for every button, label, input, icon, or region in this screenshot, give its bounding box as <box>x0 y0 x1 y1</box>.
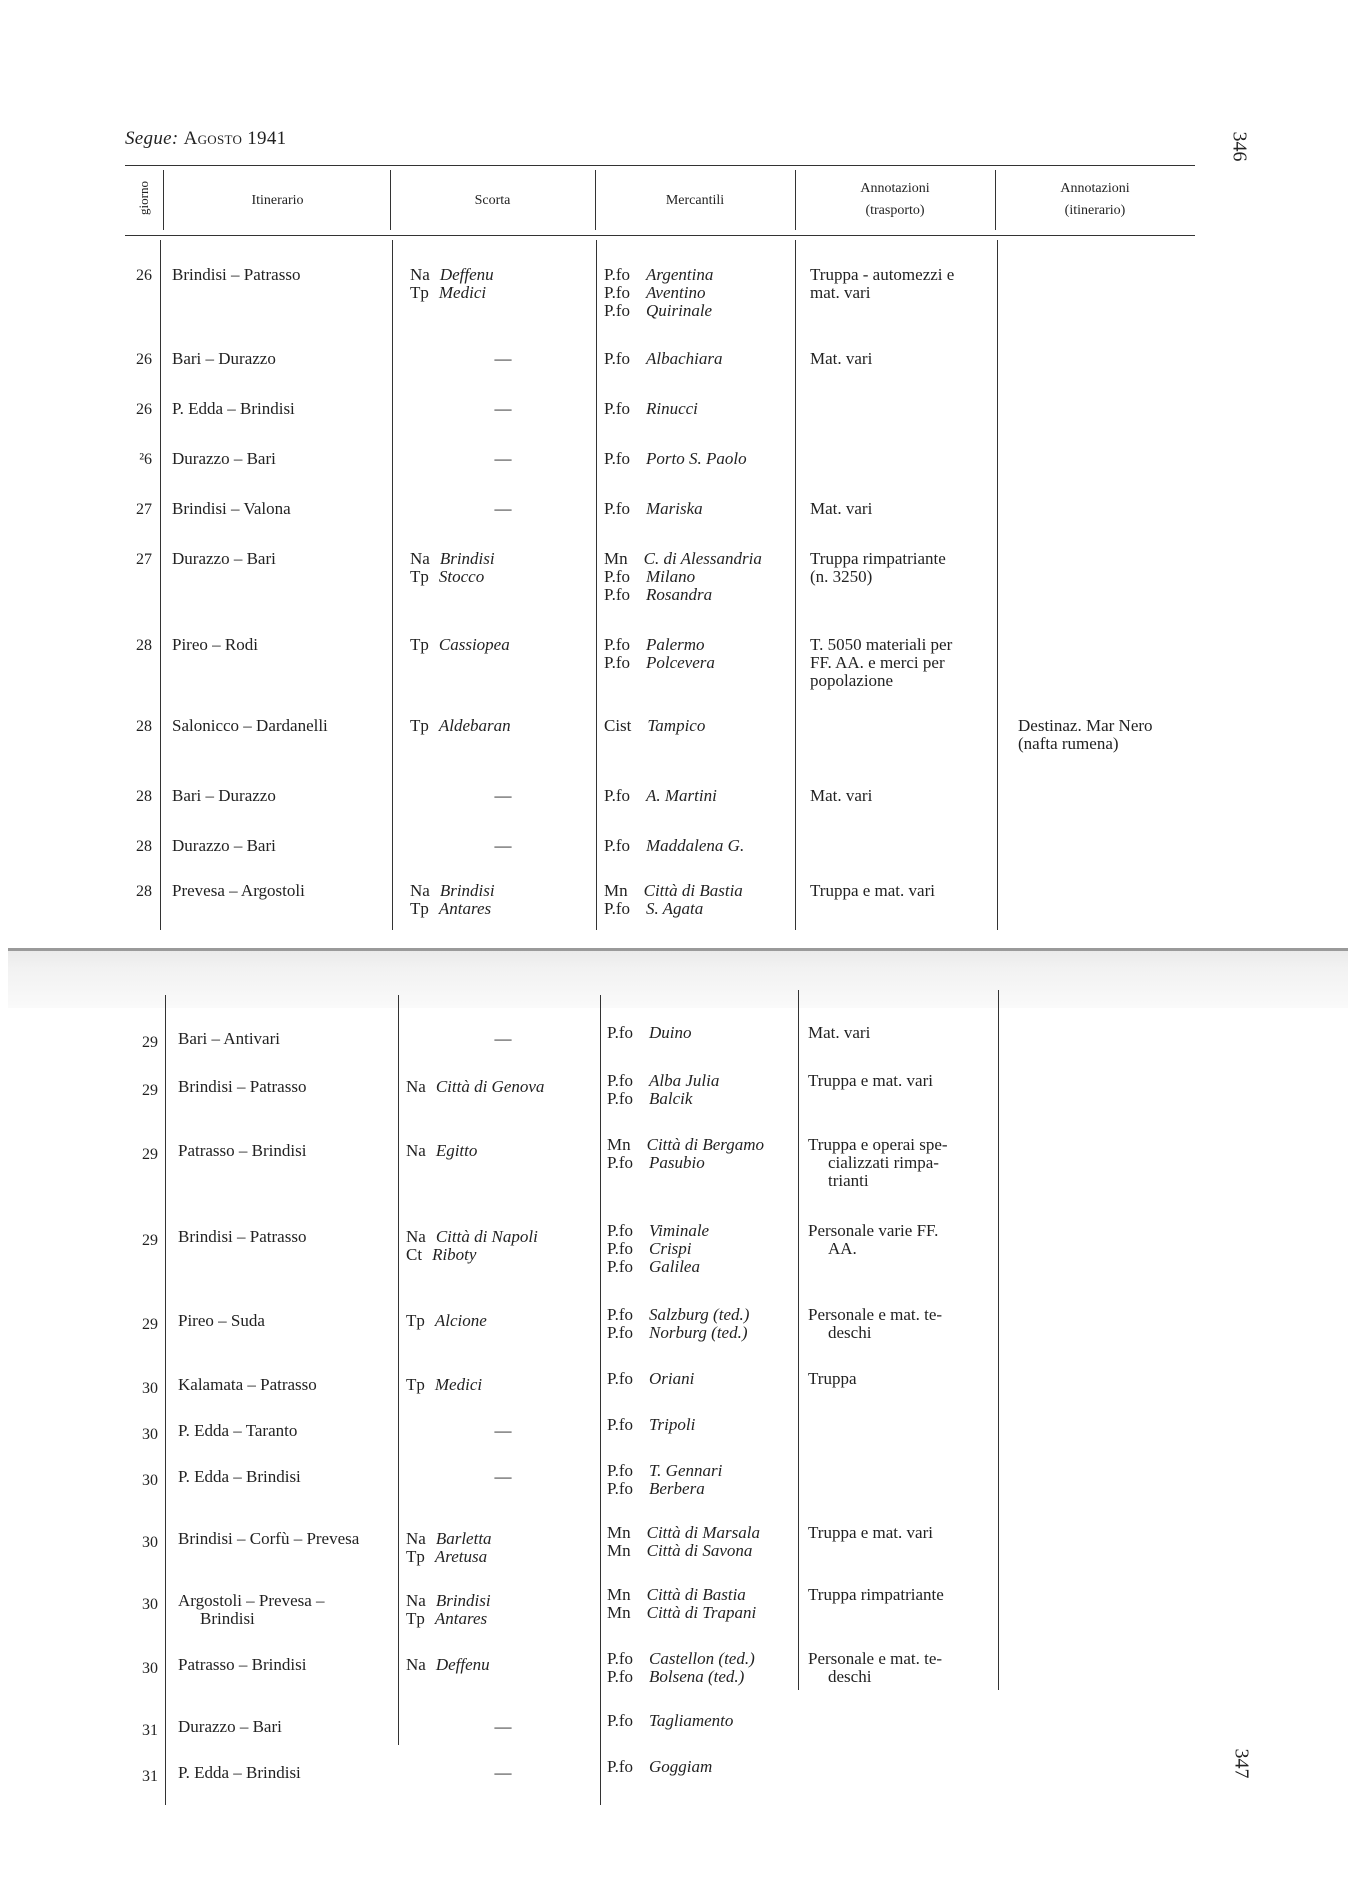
ship-line-type: P.fo <box>607 1649 633 1668</box>
escort-line <box>410 266 494 284</box>
table-row-day: 30 <box>142 1426 158 1443</box>
escort-line-type: Na <box>406 1529 426 1548</box>
ship-line <box>604 350 722 368</box>
escort-dash: — <box>494 786 512 805</box>
vrule <box>596 240 597 930</box>
ann-trasporto-line: Truppa rimpatriante <box>808 1585 944 1604</box>
ship-line <box>607 1306 749 1324</box>
ship-line <box>607 1650 755 1668</box>
ship-line <box>607 1416 695 1434</box>
ship-line-name: Rosandra <box>645 585 713 604</box>
escort-line-name: Barletta <box>435 1529 492 1548</box>
escort-line <box>406 1548 487 1566</box>
ship-line-name: C. di Alessandria <box>643 549 762 568</box>
vrule <box>600 995 601 1805</box>
table-top-rule <box>125 165 1195 166</box>
ship-line-type: P.fo <box>607 1089 633 1108</box>
ship-line <box>607 1712 733 1730</box>
escort-line-name: Cassiopea <box>438 635 510 654</box>
ship-line-type: Mn <box>607 1541 631 1560</box>
table-row-day: 30 <box>142 1380 158 1397</box>
table-row-route: Pireo – Suda <box>178 1311 265 1330</box>
page-number-bottom: 347 <box>1230 1748 1253 1779</box>
ship-line-name: Oriani <box>648 1369 695 1388</box>
table-row-day: 28 <box>136 718 152 735</box>
vrule <box>398 995 399 1745</box>
ann-trasporto-line: Truppa e operai spe- <box>808 1135 948 1154</box>
ann-trasporto-line: Truppa - automezzi e <box>810 265 955 284</box>
ship-line-name: Aventino <box>645 283 706 302</box>
vrule <box>163 170 164 230</box>
ship-line-type: P.fo <box>604 836 630 855</box>
ship-line-name: Polcevera <box>645 653 715 672</box>
col-header-ann-trasporto-line1: Annotazioni <box>860 181 930 196</box>
ship-line-type: P.fo <box>607 1757 633 1776</box>
ann-trasporto-line: Personale varie FF. <box>808 1221 939 1240</box>
table-row-route: P. Edda – Brindisi <box>172 399 295 418</box>
ship-line-type: P.fo <box>604 265 630 284</box>
ann-trasporto-line: mat. vari <box>810 283 871 302</box>
ship-line-type: P.fo <box>607 1711 633 1730</box>
ship-line-name: Mariska <box>645 499 703 518</box>
ship-line <box>607 1154 705 1172</box>
ship-line-type: P.fo <box>607 1305 633 1324</box>
ship-line <box>607 1090 692 1108</box>
ship-line-type: P.fo <box>607 1415 633 1434</box>
ship-line <box>604 400 698 418</box>
escort-line-type: Tp <box>410 716 429 735</box>
ship-line-type: P.fo <box>607 1239 633 1258</box>
table-row-route: Brindisi – Corfù – Prevesa <box>178 1529 360 1548</box>
ann-trasporto-line: Truppa rimpatriante <box>810 549 946 568</box>
escort-line <box>410 636 510 654</box>
vrule <box>160 240 161 930</box>
ship-line <box>607 1024 691 1042</box>
escort-dash: — <box>494 1467 512 1486</box>
escort-line-type: Na <box>410 549 430 568</box>
table-row-day: 27 <box>136 501 152 518</box>
col-header-ann-trasporto <box>795 178 995 222</box>
escort-line-name: Deffenu <box>435 1655 490 1674</box>
table-row-route: Bari – Durazzo <box>172 349 276 368</box>
ship-line-type: P.fo <box>604 899 630 918</box>
col-header-itinerario: Itinerario <box>251 193 304 208</box>
ship-line-name: Balcik <box>648 1089 693 1108</box>
table-row-route: Durazzo – Bari <box>172 549 276 568</box>
ship-line-name: Città di Bastia <box>643 881 743 900</box>
ship-line-type: P.fo <box>604 635 630 654</box>
ship-line <box>604 586 712 604</box>
ship-line <box>607 1324 748 1342</box>
table-row-route: Bari – Durazzo <box>172 786 276 805</box>
ship-line-name: A. Martini <box>645 786 717 805</box>
table-row-day: 30 <box>142 1534 158 1551</box>
ship-line <box>607 1240 692 1258</box>
escort-line-type: Tp <box>410 283 429 302</box>
table-row-day: 26 <box>136 401 152 418</box>
ship-line-type: P.fo <box>604 399 630 418</box>
table-row-day: 30 <box>142 1660 158 1677</box>
table-row-route: Prevesa – Argostoli <box>172 881 305 900</box>
table-row-day: 28 <box>136 883 152 900</box>
ann-trasporto-line: Personale e mat. te- <box>808 1649 943 1668</box>
escort-line-name: Alcione <box>434 1311 487 1330</box>
escort-line <box>406 1312 487 1330</box>
ship-line <box>604 717 705 735</box>
ship-line-type: P.fo <box>604 349 630 368</box>
escort-dash: — <box>494 499 512 518</box>
ann-trasporto-line: Mat. vari <box>808 1023 871 1042</box>
ship-line-name: Duino <box>648 1023 692 1042</box>
table-row-route: Patrasso – Brindisi <box>178 1141 307 1160</box>
ship-line-name: Città di Bastia <box>646 1585 746 1604</box>
table-row-day: ²6 <box>139 451 152 468</box>
table-row-route: Pireo – Rodi <box>172 635 258 654</box>
vrule <box>795 240 796 930</box>
ship-line-name: Porto S. Paolo <box>645 449 747 468</box>
ann-itinerario-line: (nafta rumena) <box>1018 734 1119 753</box>
ship-line-name: Albachiara <box>645 349 723 368</box>
escort-line <box>406 1078 544 1096</box>
table-row-day: 31 <box>142 1722 158 1739</box>
table-row-route: Patrasso – Brindisi <box>178 1655 307 1674</box>
table-row-day: 29 <box>142 1034 158 1051</box>
ann-itinerario-line: Destinaz. Mar Nero <box>1018 716 1153 735</box>
ship-line <box>604 302 712 320</box>
ship-line <box>607 1136 764 1154</box>
table-row-route: Brindisi – Patrasso <box>178 1227 307 1246</box>
ann-trasporto-line: Mat. vari <box>810 349 873 368</box>
ship-line-name: Norburg (ted.) <box>648 1323 748 1342</box>
ann-trasporto-line: Truppa <box>808 1369 857 1388</box>
table-row-route: Durazzo – Bari <box>178 1717 282 1736</box>
ship-line-type: P.fo <box>607 1257 633 1276</box>
ann-trasporto-line: T. 5050 materiali per <box>810 635 953 654</box>
ship-line-name: Bolsena (ted.) <box>648 1667 745 1686</box>
table-row-route: Kalamata – Patrasso <box>178 1375 317 1394</box>
table-row-day: 31 <box>142 1768 158 1785</box>
ship-line-type: Mn <box>604 549 628 568</box>
ship-line-type: P.fo <box>604 786 630 805</box>
ann-trasporto-line: trianti <box>828 1171 869 1190</box>
ship-line <box>607 1072 719 1090</box>
escort-line <box>410 717 511 735</box>
escort-line <box>406 1228 538 1246</box>
ship-line-name: Milano <box>645 567 696 586</box>
table-row-route: Durazzo – Bari <box>172 449 276 468</box>
table-header-rule <box>125 235 1195 236</box>
escort-line-type: Na <box>406 1077 426 1096</box>
ship-line-name: Crispi <box>648 1239 692 1258</box>
escort-line-name: Egitto <box>435 1141 478 1160</box>
ship-line <box>607 1480 705 1498</box>
col-header-ann-itinerario-line2: (itinerario) <box>1064 203 1126 218</box>
table-row-route: Brindisi – Patrasso <box>178 1077 307 1096</box>
ship-line-name: Città di Trapani <box>646 1603 757 1622</box>
table-row-day: 28 <box>136 838 152 855</box>
escort-line-type: Na <box>406 1227 426 1246</box>
table-row-route: Durazzo – Bari <box>172 836 276 855</box>
ship-line-name: Quirinale <box>645 301 713 320</box>
escort-line-type: Tp <box>406 1547 425 1566</box>
escort-line-type: Na <box>406 1591 426 1610</box>
vrule <box>997 240 998 930</box>
ship-line <box>607 1370 694 1388</box>
ship-line-type: P.fo <box>604 653 630 672</box>
ann-trasporto-line: Mat. vari <box>810 499 873 518</box>
table-row-day: 28 <box>136 637 152 654</box>
ship-line-type: P.fo <box>607 1153 633 1172</box>
ship-line-type: P.fo <box>604 283 630 302</box>
table-row-route: Bari – Antivari <box>178 1029 280 1048</box>
ship-line-type: Mn <box>604 881 628 900</box>
escort-line-name: Medici <box>438 283 487 302</box>
table-row-day: 26 <box>136 351 152 368</box>
escort-line <box>410 568 484 586</box>
ship-line-type: P.fo <box>604 449 630 468</box>
col-header-ann-trasporto-line2: (trasporto) <box>865 203 925 218</box>
ship-line <box>607 1604 756 1622</box>
ann-trasporto-line: AA. <box>828 1239 857 1258</box>
ship-line <box>604 568 695 586</box>
escort-dash: — <box>494 449 512 468</box>
ship-line-type: Mn <box>607 1135 631 1154</box>
ship-line-name: Viminale <box>648 1221 710 1240</box>
ship-line <box>607 1586 746 1604</box>
escort-line-name: Aretusa <box>434 1547 488 1566</box>
escort-line <box>406 1610 487 1628</box>
escort-line-name: Città di Napoli <box>435 1227 538 1246</box>
scan-separator-band <box>8 948 1348 1008</box>
ship-line-type: P.fo <box>604 567 630 586</box>
table-row-route: P. Edda – Brindisi <box>178 1763 301 1782</box>
ann-trasporto-line: popolazione <box>810 671 894 690</box>
table-row-day: 27 <box>136 551 152 568</box>
ship-line-type: P.fo <box>604 585 630 604</box>
ann-trasporto-line: Truppa e mat. vari <box>808 1071 933 1090</box>
col-header-ann-itinerario-line1: Annotazioni <box>1060 181 1130 196</box>
escort-line-name: Città di Genova <box>435 1077 545 1096</box>
table-row-route: Brindisi – Valona <box>172 499 291 518</box>
ann-trasporto-line: Truppa e mat. vari <box>808 1523 933 1542</box>
segue-month: Agosto 1941 <box>183 128 287 149</box>
ship-line <box>607 1462 722 1480</box>
escort-line-type: Na <box>410 265 430 284</box>
ship-line-type: P.fo <box>607 1461 633 1480</box>
ship-line-type: P.fo <box>607 1479 633 1498</box>
escort-line-type: Na <box>410 881 430 900</box>
ship-line-name: Palermo <box>645 635 705 654</box>
escort-line-name: Riboty <box>432 1245 477 1264</box>
escort-line-name: Antares <box>438 899 492 918</box>
escort-line-type: Na <box>406 1141 426 1160</box>
ann-trasporto-line: deschi <box>828 1667 872 1686</box>
vrule <box>995 170 996 230</box>
ship-line <box>607 1524 760 1542</box>
col-header-ann-itinerario <box>995 178 1195 222</box>
table-row-day: 29 <box>142 1316 158 1333</box>
escort-line <box>406 1142 477 1160</box>
table-row-day: 29 <box>142 1146 158 1163</box>
ship-line-name: Città di Savona <box>646 1541 753 1560</box>
ship-line <box>604 837 744 855</box>
vrule <box>165 995 166 1805</box>
ship-line-type: P.fo <box>607 1221 633 1240</box>
escort-line <box>406 1530 492 1548</box>
vrule <box>595 170 596 230</box>
escort-dash: — <box>494 1763 512 1782</box>
ship-line <box>604 450 747 468</box>
ship-line <box>604 900 703 918</box>
escort-line-type: Tp <box>410 899 429 918</box>
ship-line <box>607 1758 712 1776</box>
ship-line <box>604 284 705 302</box>
ship-line-name: Goggiam <box>648 1757 713 1776</box>
ship-line-name: Città di Bergamo <box>646 1135 765 1154</box>
escort-line <box>410 900 491 918</box>
running-header <box>125 128 286 150</box>
ship-line-name: Tampico <box>647 716 706 735</box>
vrule <box>390 170 391 230</box>
table-row-route: Brindisi – Patrasso <box>172 265 301 284</box>
escort-dash: — <box>494 399 512 418</box>
escort-line <box>406 1592 491 1610</box>
table-row-route: Salonicco – Dardanelli <box>172 716 328 735</box>
escort-line-name: Brindisi <box>435 1591 491 1610</box>
ship-line-name: Rinucci <box>645 399 698 418</box>
escort-line-type: Tp <box>406 1609 425 1628</box>
ship-line-name: S. Agata <box>645 899 704 918</box>
ship-line-name: Tripoli <box>648 1415 696 1434</box>
ship-line-type: Mn <box>607 1523 631 1542</box>
ship-line-type: P.fo <box>607 1071 633 1090</box>
vrule <box>798 990 799 1690</box>
escort-line-type: Na <box>406 1655 426 1674</box>
escort-line <box>406 1376 482 1394</box>
vrule <box>392 240 393 930</box>
ship-line-type: P.fo <box>604 301 630 320</box>
ship-line-type: P.fo <box>607 1023 633 1042</box>
ship-line-type: P.fo <box>604 499 630 518</box>
escort-line-name: Antares <box>434 1609 488 1628</box>
escort-dash: — <box>494 349 512 368</box>
escort-line-type: Ct <box>406 1245 423 1264</box>
escort-dash: — <box>494 1421 512 1440</box>
escort-line-name: Medici <box>434 1375 483 1394</box>
ship-line-name: Berbera <box>648 1479 705 1498</box>
ship-line-type: Mn <box>607 1585 631 1604</box>
table-row-route: Brindisi <box>200 1609 255 1628</box>
ship-line <box>607 1222 709 1240</box>
escort-dash: — <box>494 1717 512 1736</box>
escort-line-type: Tp <box>406 1375 425 1394</box>
table-row-day: 29 <box>142 1232 158 1249</box>
ann-trasporto-line: Personale e mat. te- <box>808 1305 943 1324</box>
table-row-day: 26 <box>136 267 152 284</box>
escort-line <box>406 1246 476 1264</box>
ship-line <box>604 636 705 654</box>
col-header-mercantili: Mercantili <box>665 193 725 208</box>
escort-line-type: Tp <box>410 567 429 586</box>
col-header-giorno: giorno <box>136 181 151 215</box>
table-row-day: 29 <box>142 1082 158 1099</box>
page-number-top: 346 <box>1228 131 1251 162</box>
ship-line-type: P.fo <box>607 1323 633 1342</box>
ship-line <box>604 882 743 900</box>
ship-line <box>607 1668 744 1686</box>
escort-dash: — <box>494 1029 512 1048</box>
ship-line-name: Alba Julia <box>648 1071 720 1090</box>
ship-line-type: P.fo <box>607 1667 633 1686</box>
ship-line-name: Città di Marsala <box>646 1523 760 1542</box>
escort-line-name: Stocco <box>438 567 485 586</box>
ship-line-name: Pasubio <box>648 1153 705 1172</box>
ship-line <box>604 787 717 805</box>
ship-line-name: Tagliamento <box>648 1711 734 1730</box>
table-row-day: 28 <box>136 788 152 805</box>
ship-line-name: T. Gennari <box>648 1461 723 1480</box>
ship-line <box>604 266 713 284</box>
escort-line-name: Aldebaran <box>438 716 511 735</box>
table-row-route: P. Edda – Taranto <box>178 1421 298 1440</box>
escort-line <box>410 284 486 302</box>
ann-trasporto-line: deschi <box>828 1323 872 1342</box>
table-row-day: 30 <box>142 1472 158 1489</box>
ship-line <box>604 500 703 518</box>
ship-line <box>604 550 762 568</box>
escort-line <box>406 1656 490 1674</box>
escort-line-name: Brindisi <box>439 549 495 568</box>
ship-line-name: Galilea <box>648 1257 700 1276</box>
ship-line-type: P.fo <box>607 1369 633 1388</box>
escort-line <box>410 550 495 568</box>
table-row-route: P. Edda – Brindisi <box>178 1467 301 1486</box>
ship-line-name: Maddalena G. <box>645 836 745 855</box>
escort-line-type: Tp <box>410 635 429 654</box>
scan-separator-line <box>8 948 1348 951</box>
ship-line-name: Castellon (ted.) <box>648 1649 755 1668</box>
ship-line <box>607 1258 700 1276</box>
col-header-scorta: Scorta <box>474 193 511 208</box>
escort-line-name: Brindisi <box>439 881 495 900</box>
ann-trasporto-line: (n. 3250) <box>810 567 873 586</box>
vrule <box>998 990 999 1690</box>
ann-trasporto-line: FF. AA. e merci per <box>810 653 945 672</box>
ann-trasporto-line: Truppa e mat. vari <box>810 881 935 900</box>
escort-line <box>410 882 495 900</box>
table-row-day: 30 <box>142 1596 158 1613</box>
ship-line-name: Argentina <box>645 265 714 284</box>
escort-line-type: Tp <box>406 1311 425 1330</box>
ann-trasporto-line: Mat. vari <box>810 786 873 805</box>
vrule <box>795 170 796 230</box>
ship-line <box>607 1542 752 1560</box>
segue-prefix: Segue: <box>125 128 179 149</box>
ship-line <box>604 654 715 672</box>
escort-dash: — <box>494 836 512 855</box>
ship-line-name: Salzburg (ted.) <box>648 1305 750 1324</box>
escort-line-name: Deffenu <box>439 265 494 284</box>
ship-line-type: Mn <box>607 1603 631 1622</box>
table-row-route: Argostoli – Prevesa – <box>178 1591 325 1610</box>
ship-line-type: Cist <box>604 716 632 735</box>
ann-trasporto-line: cializzati rimpa- <box>828 1153 939 1172</box>
